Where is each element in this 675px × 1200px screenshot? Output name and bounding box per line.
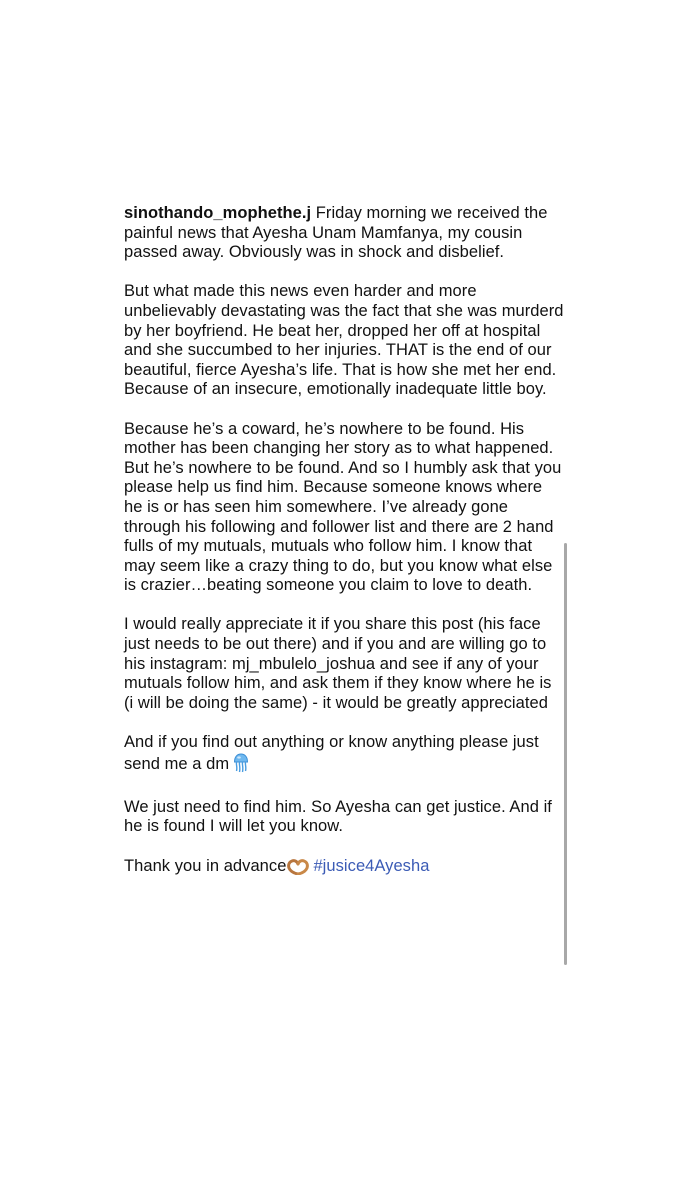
caption-paragraph-5 <box>124 733 564 778</box>
heart-hands-emoji-icon <box>287 859 309 881</box>
caption-text: We just need to find him. So Ayesha can get justice. And if he is found I will let you know. <box>124 797 552 836</box>
caption-paragraph-3 <box>124 420 564 596</box>
caption-text: Friday morning we received the painful news that Ayesha Unam Mamfanya, my cousin passed away. Obviously was in shock and disbelief. <box>124 204 548 262</box>
scrollbar-thumb[interactable] <box>564 543 567 965</box>
caption-paragraph-6 <box>124 798 564 837</box>
caption-text: I would really appreciate it if you share this post (his face just needs to be out there) and if you and are willing go to his instagram: mj_mbulelo_joshua and see if any of your mutuals follow him, and ask them if they know where he is (i will be doing the same) - it would be greatly appreciated <box>124 615 552 712</box>
caption-paragraph-4 <box>124 615 564 713</box>
caption-paragraph-2 <box>124 282 564 400</box>
post-caption <box>124 204 564 900</box>
jellyfish-emoji-icon <box>233 753 249 779</box>
caption-text: But what made this news even harder and more unbelievably devastating was the fact that she was murderd by her boyfriend. He beat her, dropped her off at hospital and she succumbed to her injuries. THAT is the end of our beautiful, fierce Ayesha’s life. That is how she met her end. Because of an insecure, emotionally inadequate little boy. <box>124 282 564 399</box>
caption-paragraph-1 <box>124 204 564 263</box>
username-link[interactable]: sinothando_mophethe.j <box>124 204 312 222</box>
caption-text: Because he’s a coward, he’s nowhere to be found. His mother has been changing her story as to what happened. But he’s nowhere to be found. And so I humbly ask that you please help us find him. Because someone knows where he is or has seen him somewhere. I’ve already gone through his following and follower list and there are 2 hand fulls of my mutuals, mutuals who follow him. I know that may seem like a crazy thing to do, but you know what else is crazier…beating someone you claim to love to death. <box>124 419 562 595</box>
hashtag-link[interactable]: #jusice4Ayesha <box>313 856 430 875</box>
caption-paragraph-7 <box>124 857 564 881</box>
caption-text: And if you find out anything or know anything please just send me a dm <box>124 733 539 773</box>
caption-text: Thank you in advance <box>124 856 287 875</box>
